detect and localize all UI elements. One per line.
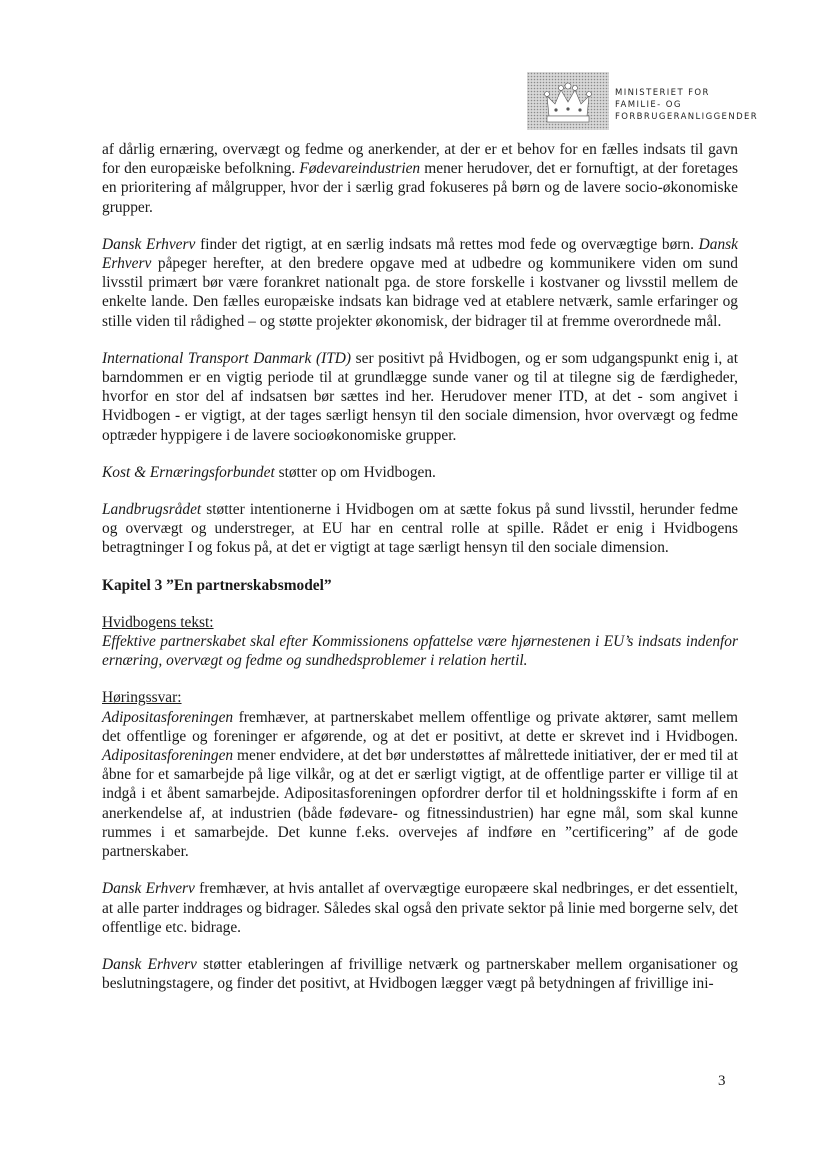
text-run: støtter intentionerne i Hvidbogen om at sætte fokus på sund livsstil, herunder fedme og overvægt og understreger, at EU har en central rolle at spille. Rådet er enig i Hvidbogens betragtninger I og fokus på, at det er vigtigt at tage særligt hensyn til den sociale dimension. [102, 501, 738, 557]
document-body [102, 140, 738, 1011]
text-run: mener herudover, det er fornuftigt, at der foretages en prioritering af målgrupper, hvor der i særlig grad fokuseres på børn og de lavere socio-økonomiske grupper. [102, 160, 738, 216]
organization-name: Landbrugsrådet [102, 501, 202, 519]
organization-name: Dansk Erhverv [102, 235, 738, 273]
organization-name: Effektive partnerskabet skal efter Kommissionens opfattelse være hjørnestenen i EU’s indsats indenfor ernæring, overvægt og fedme og sundhedsproblemer i relation hertil. [102, 633, 738, 670]
text-run: fremhæver, at partnerskabet mellem offentlige og private aktører, samt mellem det offentlige og foreninger er afgørende, og at det er positivt, at dette er skrevet ind i Hvidbogen. [102, 708, 738, 745]
organization-name: Adipositasforeningen [102, 747, 234, 765]
ministry-name [615, 87, 758, 123]
text-run: finder det rigtigt, at en særlig indsats må rettes mod fede og overvægtige børn. [195, 235, 699, 253]
paragraph-landbrugsraadet [102, 500, 738, 558]
paragraph-kost-ernaering [102, 463, 738, 482]
ministry-line-1: MINISTERIET FOR [615, 88, 710, 98]
organization-name: Dansk Erhverv [102, 880, 195, 898]
text-run: ser positivt på Hvidbogen, og er som udgangspunkt enig i, at barndommen er en vigtig periode til at grundlægge sunde vaner og til at tilegne sig de færdigheder, hvorfor en stor del af indsatsen bør sættes ind her. Herudover mener ITD, at det - som angivet i Hvidbogen - er vigtigt, at der tages særligt hensyn til den sociale dimension, hvor overvægt og fedme optræder hyppigere i de lavere socioøkonomiske grupper. [102, 349, 738, 444]
page-number: 3 [718, 1073, 726, 1089]
horing-label: Høringssvar: [102, 689, 182, 707]
text-run: støtter etableringen af frivillige netværk og partnerskaber mellem organisationer og beslutningstagere, og finder det positivt, at Hvidbogen lægger vægt på betydningen af frivillige ini- [102, 955, 738, 993]
paragraph-dansk-erhverv-2 [102, 879, 738, 937]
organization-name: Dansk Erhverv [102, 235, 196, 253]
paragraph-fodevareindustrien [102, 140, 738, 217]
text-run: mener endvidere, at det bør understøttes af målrettede initiativer, der er med til at åbne for et samarbejde på lige vilkår, og at det er særligt vigtigt, at de offentlige parter er villige til at indgå i et åbent samarbejde. Adipositasforeningen opfordrer derfor til et holdningsskifte i form af en anerkendelse af, at industrien (både fødevare- og fitnessindustrien) har egne mål, som skal kunne rummes i et samarbejde. Det kunne f.eks. overvejes af indføre en ”certificering” af de gode partnerskaber. [102, 747, 738, 861]
hvidbog-text [102, 633, 738, 669]
paragraph-adipositas [102, 709, 738, 860]
ministry-line-2: FAMILIE- OG [615, 100, 682, 110]
text-run: støtter op om Hvidbogen. [274, 463, 436, 481]
text-run: påpeger herefter, at den bredere opgave med at udbedre og kommunikere viden om sund livsstil primært bør være forankret nationalt pga. de store forskelle i kostvaner og livsstil mellem de enkelte lande. Den fælles europæiske indsats kan bidrage ved at etablere netværk, samle erfaringer og stille viden til rådighed – og støtte projekter økonomisk, der bidrager til at fremme overordnede mål. [102, 255, 738, 330]
organization-name: Fødevareindustrien [299, 160, 421, 178]
paragraph-itd [102, 349, 738, 445]
text-run: af dårlig ernæring, overvægt og fedme og anerkender, at der er et behov for en fælles indsats til gavn for den europæiske befolkning. [102, 141, 738, 178]
text-run: fremhæver, at hvis antallet af overvægtige europæere skal nedbringes, er det essentielt, at alle parter inddrages og bidrager. Således skal også den private sektor på linie med borgerne selv, det offentlige etc. bidrage. [102, 880, 738, 936]
organization-name: Adipositasforeningen [102, 708, 234, 726]
crown-crest-icon [527, 72, 609, 130]
paragraph-dansk-erhverv-3 [102, 955, 738, 993]
organization-name: Kost & Ernæringsforbundet [102, 463, 275, 481]
organization-name: Dansk Erhverv [102, 955, 197, 973]
ministry-logo [527, 72, 777, 130]
paragraph-dansk-erhverv-1 [102, 235, 738, 331]
horing-section [102, 688, 738, 861]
chapter-heading: Kapitel 3 ”En partnerskabsmodel” [102, 576, 332, 594]
hvidbog-section [102, 613, 738, 671]
organization-name: International Transport Danmark (ITD) [102, 349, 352, 367]
hvidbog-label: Hvidbogens tekst: [102, 613, 214, 631]
ministry-line-3: FORBRUGERANLIGGENDER [615, 112, 759, 122]
